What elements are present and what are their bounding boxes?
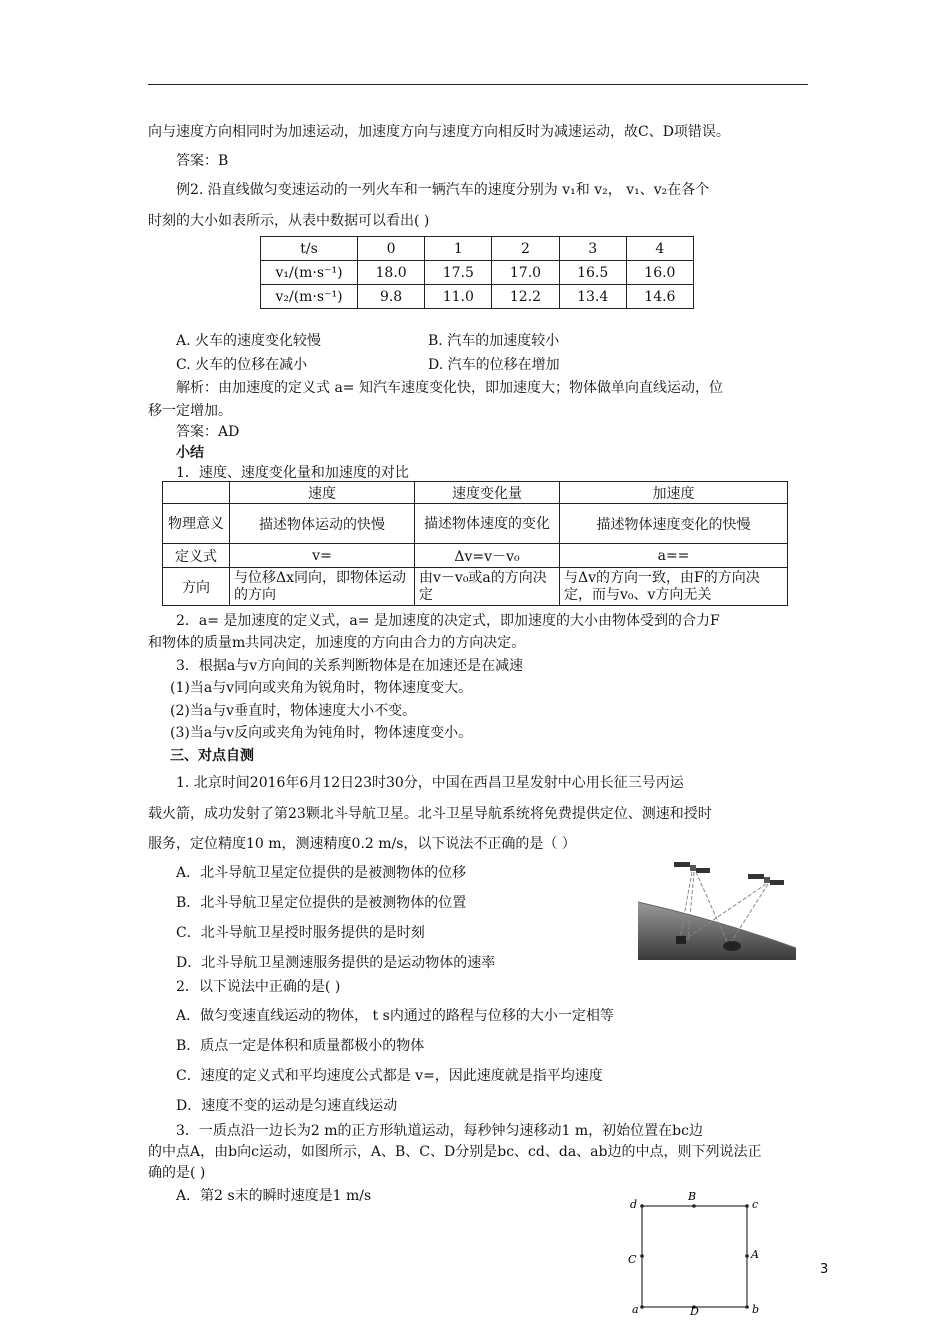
satellite-icon bbox=[748, 874, 784, 885]
question-1-option-b: B．北斗导航卫星定位提供的是被测物体的位置 bbox=[176, 895, 467, 911]
table-cell: 加速度 bbox=[560, 482, 788, 504]
square-track bbox=[642, 1206, 747, 1307]
question-2-option-a: A．做匀变速直线运动的物体， t s内通过的路程与位移的大小一定相等 bbox=[176, 1008, 614, 1024]
question-1-line-3: 服务，定位精度10 m，测速精度0.2 m/s，以下说法不正确的是（ ） bbox=[148, 836, 576, 852]
summary-3: 3．根据a与v方向间的关系判断物体是在加速还是在减速 bbox=[176, 658, 524, 674]
comparison-table bbox=[162, 481, 788, 606]
table-row bbox=[163, 544, 788, 568]
question-3-line-3: 确的是( ) bbox=[148, 1165, 206, 1181]
question-3-line-2: 的中点A，由b向c运动，如图所示，A、B、C、D分别是bc、cd、da、ab边的中点，则下列说法正 bbox=[148, 1144, 762, 1160]
summary-heading: 小结 bbox=[176, 445, 204, 461]
earth-surface bbox=[638, 902, 796, 960]
section-3-heading: 三、对点自测 bbox=[170, 748, 254, 764]
table-cell: 9.8 bbox=[358, 285, 425, 309]
question-1-option-d: D．北斗导航卫星测速服务提供的是运动物体的速率 bbox=[176, 955, 496, 971]
table-cell: Δv=v－v₀ bbox=[415, 544, 560, 568]
table-cell: 0 bbox=[358, 237, 425, 261]
question-1-option-a: A．北斗导航卫星定位提供的是被测物体的位移 bbox=[176, 865, 467, 881]
option-b: B. 汽车的加速度较小 bbox=[428, 333, 560, 349]
summary-3-2: (2)当a与v垂直时，物体速度大小不变。 bbox=[170, 703, 417, 719]
satellite-icon bbox=[674, 862, 710, 873]
summary-2-line-1: 2．a= 是加速度的定义式，a= 是加速度的决定式，即加速度的大小由物体受到的合力F bbox=[176, 613, 720, 629]
table-cell: 11.0 bbox=[425, 285, 492, 309]
table-cell: 1 bbox=[425, 237, 492, 261]
table-cell: 描述物体速度的变化 bbox=[415, 504, 560, 544]
example-2-line-1: 例2. 沿直线做匀变速运动的一列火车和一辆汽车的速度分别为 v₁和 v₂， v₁、v₂在各个 bbox=[176, 182, 710, 198]
label-A: A bbox=[751, 1248, 759, 1261]
table-cell: 17.5 bbox=[425, 261, 492, 285]
table-row bbox=[261, 237, 694, 261]
summary-3-1: (1)当a与v同向或夹角为锐角时，物体速度变大。 bbox=[170, 680, 473, 696]
question-1-line-2: 载火箭，成功发射了第23颗北斗导航卫星。北斗卫星导航系统将免费提供定位、测速和授时 bbox=[148, 806, 712, 822]
table-cell: 描述物体运动的快慢 bbox=[230, 504, 415, 544]
paragraph-line: 向与速度方向相同时为加速运动，加速度方向与速度方向相反时为减速运动，故C、D项错误。 bbox=[148, 124, 730, 140]
table-cell: 2 bbox=[492, 237, 559, 261]
table-cell: t/s bbox=[261, 237, 358, 261]
table-cell: 12.2 bbox=[492, 285, 559, 309]
answer-2: 答案：AD bbox=[176, 424, 240, 440]
label-d: d bbox=[630, 1198, 638, 1211]
table-cell: 16.0 bbox=[626, 261, 693, 285]
table-row bbox=[163, 504, 788, 544]
summary-1: 1．速度、速度变化量和加速度的对比 bbox=[176, 465, 409, 481]
table-cell: 3 bbox=[559, 237, 626, 261]
table-cell: v= bbox=[230, 544, 415, 568]
table-cell bbox=[163, 482, 230, 504]
table-row bbox=[261, 285, 694, 309]
table-cell: 速度 bbox=[230, 482, 415, 504]
header-rule bbox=[148, 84, 808, 85]
table-cell: 4 bbox=[626, 237, 693, 261]
question-3-line-1: 3．一质点沿一边长为2 m的正方形轨道运动，每秒钟匀速移动1 m，初始位置在bc边 bbox=[176, 1123, 703, 1139]
table-cell: 13.4 bbox=[559, 285, 626, 309]
summary-3-3: (3)当a与v反向或夹角为钝角时，物体速度变小。 bbox=[170, 725, 473, 741]
option-a: A. 火车的速度变化较慢 bbox=[176, 333, 322, 349]
table-row bbox=[163, 482, 788, 504]
table-cell: v₂/(m·s⁻¹) bbox=[261, 285, 358, 309]
velocity-table bbox=[260, 236, 694, 309]
label-a: a bbox=[632, 1303, 639, 1316]
analysis-line-1: 解析：由加速度的定义式 a= 知汽车速度变化快，即加速度大；物体做单向直线运动，位 bbox=[176, 380, 723, 396]
question-2-option-c: C．速度的定义式和平均速度公式都是 v=，因此速度就是指平均速度 bbox=[176, 1068, 603, 1084]
table-cell: 14.6 bbox=[626, 285, 693, 309]
option-c: C. 火车的位移在减小 bbox=[176, 357, 308, 373]
table-cell: 18.0 bbox=[358, 261, 425, 285]
table-row bbox=[261, 261, 694, 285]
table-cell: a== bbox=[560, 544, 788, 568]
square-track-diagram bbox=[620, 1188, 770, 1316]
page-number: 3 bbox=[820, 1262, 829, 1277]
table-cell: 与位移Δx同向，即物体运动的方向 bbox=[230, 568, 415, 606]
satellite-illustration bbox=[638, 862, 796, 960]
question-1-line-1: 1. 北京时间2016年6月12日23时30分，中国在西昌卫星发射中心用长征三号丙运 bbox=[176, 775, 684, 791]
table-cell: 由v－v₀或a的方向决定 bbox=[415, 568, 560, 606]
answer-1: 答案：B bbox=[176, 153, 229, 169]
table-cell: 16.5 bbox=[559, 261, 626, 285]
table-row bbox=[163, 568, 788, 606]
table-cell: v₁/(m·s⁻¹) bbox=[261, 261, 358, 285]
label-C: C bbox=[628, 1253, 637, 1266]
receiver-icon bbox=[676, 936, 686, 944]
option-d: D. 汽车的位移在增加 bbox=[428, 357, 560, 373]
label-B: B bbox=[688, 1190, 697, 1203]
label-D: D bbox=[690, 1305, 699, 1316]
label-b: b bbox=[752, 1303, 760, 1316]
car-icon bbox=[723, 941, 741, 951]
table-cell: 物理意义 bbox=[163, 504, 230, 544]
table-cell: 速度变化量 bbox=[415, 482, 560, 504]
analysis-line-2: 移一定增加。 bbox=[148, 403, 232, 419]
table-cell: 定义式 bbox=[163, 544, 230, 568]
table-cell: 描述物体速度变化的快慢 bbox=[560, 504, 788, 544]
table-cell: 方向 bbox=[163, 568, 230, 606]
label-c: c bbox=[752, 1198, 759, 1211]
table-cell: 17.0 bbox=[492, 261, 559, 285]
question-2-option-b: B．质点一定是体积和质量都极小的物体 bbox=[176, 1038, 425, 1054]
question-3-option-a: A．第2 s末的瞬时速度是1 m/s bbox=[176, 1188, 372, 1204]
question-2: 2．以下说法中正确的是( ) bbox=[176, 979, 341, 995]
question-1-option-c: C．北斗导航卫星授时服务提供的是时刻 bbox=[176, 925, 425, 941]
table-cell: 与Δv的方向一致，由F的方向决定，而与v₀、v方向无关 bbox=[560, 568, 788, 606]
question-2-option-d: D．速度不变的运动是匀速直线运动 bbox=[176, 1098, 398, 1114]
example-2-line-2: 时刻的大小如表所示，从表中数据可以看出( ) bbox=[148, 213, 430, 229]
summary-2-line-2: 和物体的质量m共同决定，加速度的方向由合力的方向决定。 bbox=[148, 635, 526, 651]
